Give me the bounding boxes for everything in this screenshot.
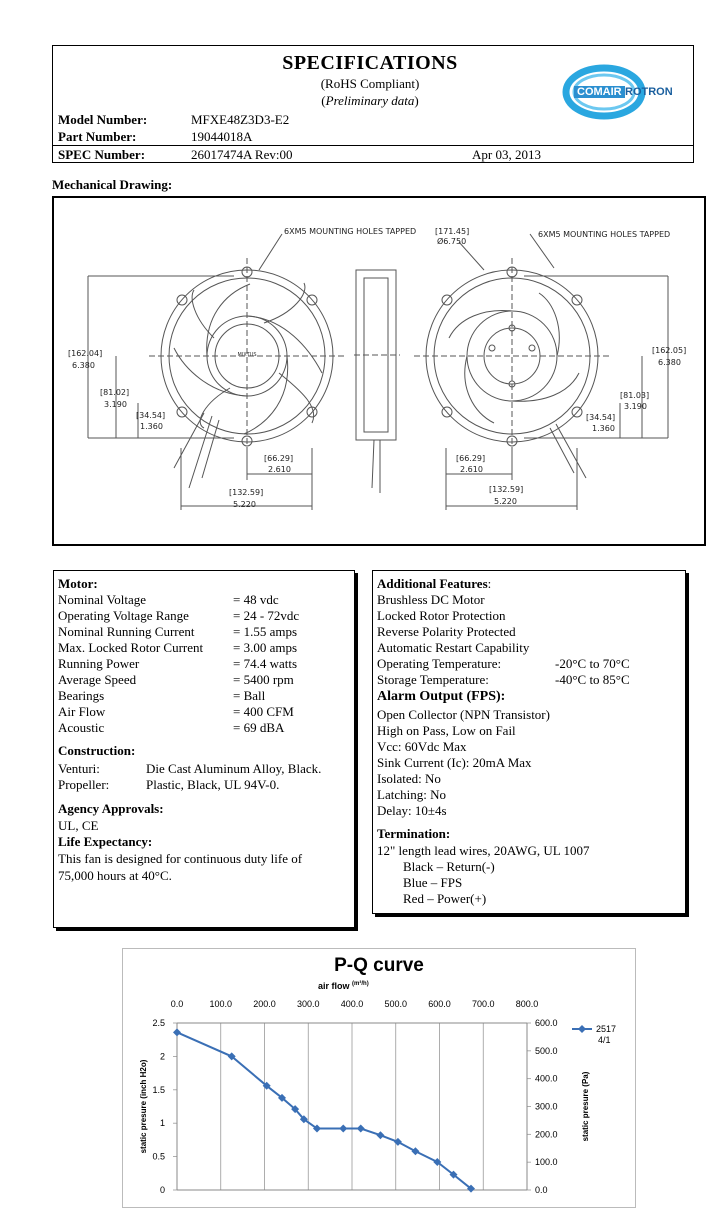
y-tick-label: 0 xyxy=(159,1185,165,1195)
spec-date: Apr 03, 2013 xyxy=(472,147,541,162)
motor-value: = 74.4 watts xyxy=(233,656,298,671)
motor-label: Operating Voltage Range xyxy=(58,608,189,623)
motor-value: = 69 dBA xyxy=(233,720,285,735)
y-right-tick-label: 100.0 xyxy=(535,1157,558,1168)
motor-label: Max. Locked Rotor Current xyxy=(58,640,204,655)
logo-left: COMAIR xyxy=(574,86,625,98)
alarm-item: Isolated: No xyxy=(377,771,441,786)
x-tick-label: 800.0 xyxy=(515,999,539,1009)
construction-label: Venturi: xyxy=(58,761,100,776)
motor-value: = 5400 rpm xyxy=(233,672,294,687)
motor-value: = 48 vdc xyxy=(233,592,279,607)
front-mid-mm: [81.02] xyxy=(100,388,130,397)
motor-value: = 24 - 72vdc xyxy=(233,608,300,623)
back-w1-in: 2.610 xyxy=(460,465,483,474)
spec-value: 26017474A Rev:00 xyxy=(191,147,293,162)
alarm-item: Sink Current (Ic): 20mA Max xyxy=(377,755,532,770)
y-tick-label: 1.5 xyxy=(152,1084,165,1095)
y-right-axis-title: static presure (Pa) xyxy=(581,1071,590,1142)
y-tick-label: 2.5 xyxy=(152,1018,165,1028)
legend-label: 2517 xyxy=(596,1024,617,1034)
agency-value: UL, CE xyxy=(58,818,99,833)
motor-value: = 400 CFM xyxy=(233,704,294,719)
x-tick-label: 600.0 xyxy=(428,999,451,1009)
model-label: Model Number: xyxy=(58,112,148,127)
motor-value: = 3.00 amps xyxy=(233,640,298,655)
back-w2-mm: [132.59] xyxy=(489,485,524,494)
construction-value: Plastic, Black, UL 94V-0. xyxy=(146,777,280,792)
pq-data-point xyxy=(173,1028,181,1036)
alarm-heading: Alarm Output (FPS): xyxy=(377,689,506,704)
front-low-mm: [34.54] xyxy=(136,411,166,420)
y-right-tick-label: 300.0 xyxy=(535,1101,558,1112)
wire-item: Black – Return(-) xyxy=(403,859,495,874)
construction-heading: Construction: xyxy=(58,743,136,758)
front-mid-in: 3.190 xyxy=(104,400,127,409)
back-holes-note: 6XM5 MOUNTING HOLES TAPPED xyxy=(538,230,671,239)
drawing-section-label: Mechanical Drawing: xyxy=(52,177,173,192)
front-w1-in: 2.610 xyxy=(268,465,291,474)
op-temp-value: -20°C to 70°C xyxy=(555,656,630,671)
motor-value: = Ball xyxy=(233,688,266,703)
construction-label: Propeller: xyxy=(58,777,110,792)
legend-sublabel: 4/1 xyxy=(598,1035,611,1045)
logo-right: ROTRON xyxy=(625,86,673,98)
agency-heading: Agency Approvals: xyxy=(58,801,164,816)
motor-label: Air Flow xyxy=(58,704,106,719)
y-right-tick-label: 400.0 xyxy=(535,1073,558,1084)
termination-heading: Termination: xyxy=(377,826,451,841)
motor-label: Bearings xyxy=(58,688,105,703)
back-w2-in: 5.220 xyxy=(494,497,517,506)
y-tick-label: 0.5 xyxy=(152,1151,165,1162)
x-tick-label: 300.0 xyxy=(296,999,320,1009)
y-right-tick-label: 200.0 xyxy=(535,1129,558,1140)
pq-data-point xyxy=(411,1147,419,1155)
pq-data-point xyxy=(394,1138,402,1146)
front-height-mm: [162.04] xyxy=(68,349,103,358)
motor-label: Running Power xyxy=(58,656,140,671)
front-w2-mm: [132.59] xyxy=(229,488,264,497)
x-axis-unit: (m³/h) xyxy=(352,981,369,987)
pq-data-point xyxy=(357,1125,365,1133)
note-text: Preliminary data xyxy=(325,93,415,108)
model-value: MFXE48Z3D3-E2 xyxy=(191,112,290,127)
y-right-tick-label: 600.0 xyxy=(535,1018,558,1028)
construction-value: Die Cast Aluminum Alloy, Black. xyxy=(146,761,322,776)
x-tick-label: 100.0 xyxy=(209,999,233,1009)
life-heading: Life Expectancy: xyxy=(58,834,153,849)
alarm-item: Latching: No xyxy=(377,787,446,802)
pq-data-point xyxy=(376,1131,384,1139)
part-label: Part Number: xyxy=(58,129,137,144)
life-line-1: This fan is designed for continuous duty life of xyxy=(58,851,303,866)
part-value: 19044018A xyxy=(191,129,253,144)
x-tick-label: 400.0 xyxy=(340,999,364,1009)
features-heading-colon: : xyxy=(487,576,492,591)
back-mid-mm: [81.03] xyxy=(620,391,650,400)
diameter-in: Ø6.750 xyxy=(437,237,467,246)
note-open: ( xyxy=(321,93,326,108)
hub-brand: MIXTUS xyxy=(237,352,257,358)
pq-chart xyxy=(122,948,636,1200)
back-height-in: 6.380 xyxy=(658,358,681,367)
spec-label: SPEC Number: xyxy=(58,147,146,162)
x-tick-label: 500.0 xyxy=(384,999,408,1009)
wire-item: Red – Power(+) xyxy=(403,891,487,906)
wire-item: Blue – FPS xyxy=(403,875,463,890)
note-close: ) xyxy=(414,93,419,108)
termination-line: 12" length lead wires, 20AWG, UL 1007 xyxy=(377,843,590,858)
back-low-in: 1.360 xyxy=(592,424,615,433)
motor-value: = 1.55 amps xyxy=(233,624,298,639)
front-height-in: 6.380 xyxy=(72,361,95,370)
back-mid-in: 3.190 xyxy=(624,402,647,411)
y-tick-label: 2 xyxy=(159,1051,165,1062)
features-heading xyxy=(377,576,491,592)
feature-item: Automatic Restart Capability xyxy=(377,640,530,655)
op-temp-label: Operating Temperature: xyxy=(377,656,502,671)
motor-label: Acoustic xyxy=(58,720,105,735)
features-heading-text: Additional Features xyxy=(377,576,488,591)
rohs-subtitle: (RoHS Compliant) xyxy=(320,76,420,91)
y-right-tick-label: 0.0 xyxy=(535,1185,548,1195)
x-tick-label: 200.0 xyxy=(253,999,276,1009)
back-height-mm: [162.05] xyxy=(652,346,687,355)
spec-row-divider xyxy=(53,145,693,146)
y-right-tick-label: 500.0 xyxy=(535,1045,558,1056)
mechanical-drawing xyxy=(54,198,704,544)
pq-data-point xyxy=(339,1125,347,1133)
y-axis-title: static presure (inch H2o) xyxy=(139,1059,148,1154)
company-logo xyxy=(556,62,684,122)
front-w1-mm: [66.29] xyxy=(264,454,294,463)
back-low-mm: [34.54] xyxy=(586,413,616,422)
life-line-2: 75,000 hours at 40°C. xyxy=(58,868,172,883)
motor-label: Average Speed xyxy=(58,672,137,687)
motor-label: Nominal Running Current xyxy=(58,624,195,639)
feature-item: Brushless DC Motor xyxy=(377,592,485,607)
alarm-item: Vcc: 60Vdc Max xyxy=(377,739,467,754)
front-w2-in: 5.220 xyxy=(233,500,256,509)
legend-marker xyxy=(578,1025,586,1033)
alarm-item: High on Pass, Low on Fail xyxy=(377,723,516,738)
y-tick-label: 1 xyxy=(159,1118,165,1129)
x-axis-label-text: air flow xyxy=(318,981,350,991)
front-low-in: 1.360 xyxy=(140,422,163,431)
feature-item: Reverse Polarity Protected xyxy=(377,624,516,639)
motor-label: Nominal Voltage xyxy=(58,592,146,607)
x-tick-label: 0.0 xyxy=(170,999,184,1009)
front-holes-note: 6XM5 MOUNTING HOLES TAPPED xyxy=(284,227,417,236)
x-tick-label: 700.0 xyxy=(471,999,495,1009)
st-temp-value: -40°C to 85°C xyxy=(555,672,630,687)
back-w1-mm: [66.29] xyxy=(456,454,486,463)
motor-heading: Motor: xyxy=(58,576,98,591)
alarm-item: Delay: 10±4s xyxy=(377,803,447,818)
alarm-item: Open Collector (NPN Transistor) xyxy=(377,707,550,722)
diameter-mm: [171.45] xyxy=(435,227,470,236)
page-title: SPECIFICATIONS xyxy=(282,52,458,74)
feature-item: Locked Rotor Protection xyxy=(377,608,506,623)
chart-title: P-Q curve xyxy=(334,955,424,976)
st-temp-label: Storage Temperature: xyxy=(377,672,489,687)
